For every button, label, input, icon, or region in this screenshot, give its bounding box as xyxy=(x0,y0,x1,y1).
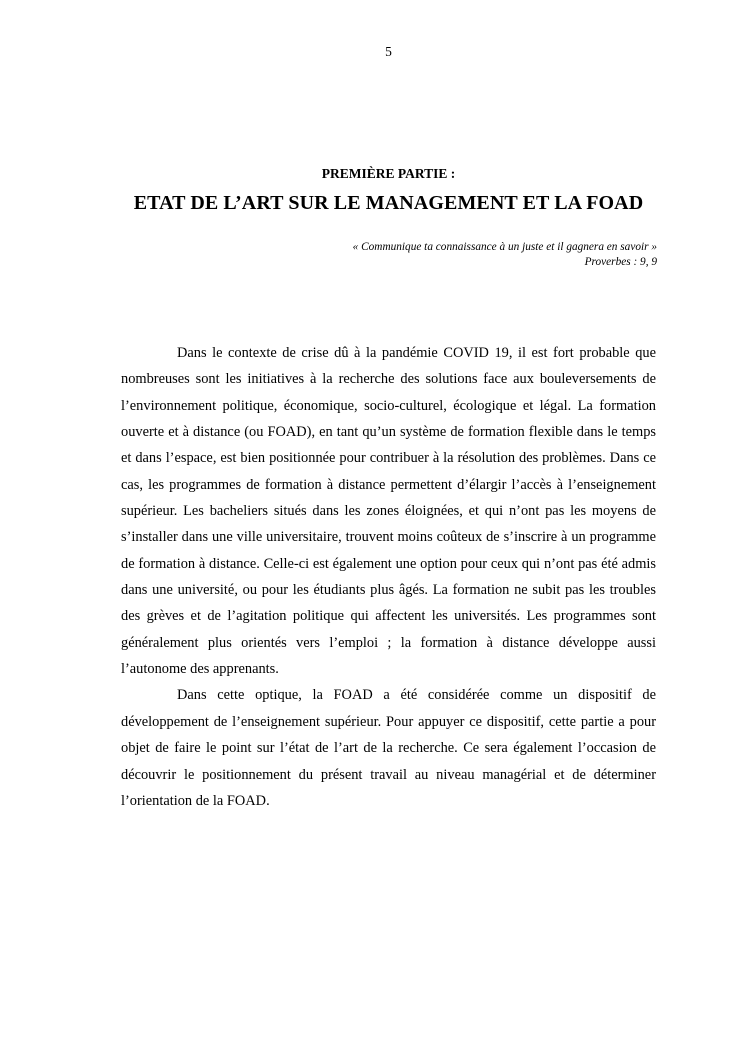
body-text xyxy=(121,340,656,814)
epigraph-quote: « Communique ta connaissance à un juste et il gagnera en savoir » xyxy=(352,241,657,253)
paragraph-1: Dans le contexte de crise dû à la pandémie COVID 19, il est fort probable que nombreuses sont les initiatives à la recherche des solutions face aux bouleversements de l’environnement politique, économique, socio-culturel, écologique et légal. La formation ouverte et à distance (ou FOAD), en tant qu’un système de formation flexible dans le temps et dans l’espace, est bien positionnée pour contribuer à la résolution des problèmes. Dans ce cas, les programmes de formation à distance permettent d’élargir l’accès à l’enseignement supérieur. Les bacheliers situés dans les zones éloignées, et qui n’ont pas les moyens de s’installer dans une ville universitaire, trouvent moins coûteux de s’inscrire à un programme de formation à distance. Celle-ci est également une option pour ceux qui n’ont pas été admis dans une université, ou pour les étudiants plus âgés. La formation ne subit pas les troubles des grèves et de l’agitation politique qui affectent les universités. Les programmes sont généralement plus orientés vers l’emploi ; la formation à distance développe aussi l’autonome des apprenants. xyxy=(121,345,656,678)
paragraph-2: Dans cette optique, la FOAD a été considérée comme un dispositif de développement de l’enseignement supérieur. Pour appuyer ce dispositif, cette partie a pour objet de faire le point sur l’état de l’art de la recherche. Ce sera également l’occasion de découvrir le positionnement du présent travail au niveau managérial et de déterminer l’orientation de la FOAD. xyxy=(121,687,656,809)
epigraph-source: Proverbes : 9, 9 xyxy=(584,256,657,268)
epigraph xyxy=(353,240,657,270)
page-number: 5 xyxy=(385,44,392,59)
part-label: PREMIÈRE PARTIE : xyxy=(321,166,456,181)
part-title: ETAT DE L’ART SUR LE MANAGEMENT ET LA FOAD xyxy=(133,192,644,214)
